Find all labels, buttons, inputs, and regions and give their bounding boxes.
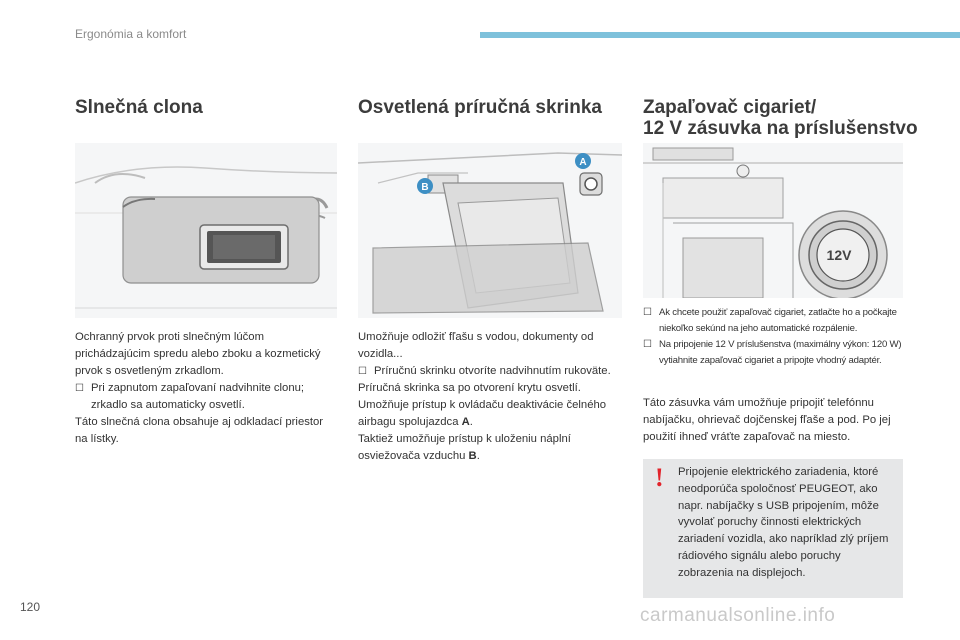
bullet-marker: ☐ <box>643 307 652 318</box>
callout-b-label: B <box>421 182 429 193</box>
glovebox-p4 <box>358 431 622 465</box>
lighter-bullets <box>643 305 905 369</box>
lighter-title-line1: Zapaľovač cigariet/ <box>643 97 817 118</box>
glovebox-p4-end: . <box>476 450 480 462</box>
glovebox-p3 <box>358 397 622 431</box>
bullet-marker: ☐ <box>643 339 652 350</box>
sun-visor-bullet <box>75 380 337 414</box>
lighter-paragraph: Táto zásuvka vám umožňuje pripojiť telefónnu nabíjačku, ohrievač dojčenskej fľaše a pod. Po jej použití ihneď vráťte zapaľovač na miesto. <box>643 397 891 443</box>
sun-visor-title: Slnečná clona <box>75 97 203 118</box>
glovebox-p3-text: Umožňuje prístup k ovládaču deaktivácie čelného airbagu spolujazdca <box>358 399 607 428</box>
callout-a-label: A <box>579 157 587 168</box>
bullet-marker: ☐ <box>358 366 367 377</box>
glovebox-text <box>358 329 622 465</box>
glovebox-bullet-text: Príručnú skrinku otvoríte nadvihnutím rukoväte. <box>374 365 611 377</box>
sun-visor-outro: Táto slnečná clona obsahuje aj odkladací priestor na lístky. <box>75 416 324 445</box>
lighter-bullet-1 <box>643 305 905 337</box>
glovebox-title: Osvetlená príručná skrinka <box>358 97 602 118</box>
warning-text: Pripojenie elektrického zariadenia, ktoré neodporúča spoločnosť PEUGEOT, ako napr. nabíjačky s USB pripojením, môže vyvolať poruchy činnosti elektrických zariadení vozidla, ako napríklad zlý príjem rádiového signálu alebo poruchy zobrazenia na displejoch. <box>678 466 889 579</box>
glovebox-bullet <box>358 363 622 380</box>
sun-visor-text <box>75 329 337 448</box>
bullet-marker: ☐ <box>75 383 84 394</box>
lighter-title <box>643 97 918 139</box>
warning-icon: ! <box>655 463 664 492</box>
sun-visor-bullet-text: Pri zapnutom zapaľovaní nadvihnite clonu; zrkadlo sa automaticky osvetlí. <box>91 382 305 411</box>
lighter-bullet-1-text: Ak chcete použiť zapaľovač cigariet, zatlačte ho a počkajte niekoľko sekúnd na jeho automatické rozpálenie. <box>659 307 897 334</box>
lighter-bullet-2-text: Na pripojenie 12 V príslušenstva (maximálny výkon: 120 W) vytiahnite zapaľovač cigariet a pripojte vhodný adaptér. <box>659 339 902 366</box>
sun-visor-intro: Ochranný prvok proti slnečným lúčom prichádzajúcim spredu alebo zboku a kozmetický prvok s osvetleným zrkadlom. <box>75 331 321 377</box>
glovebox-p3-ref: A <box>461 416 470 428</box>
glovebox-illustration <box>358 143 622 318</box>
section-header: Ergonómia a komfort <box>75 27 187 41</box>
glovebox-intro: Umožňuje odložiť fľašu s vodou, dokumenty od vozidla... <box>358 331 594 360</box>
lighter-illustration <box>643 143 903 298</box>
warning-box <box>643 459 903 598</box>
sun-visor-illustration <box>75 143 337 318</box>
glovebox-p3-end: . <box>469 416 473 428</box>
socket-12v-label: 12V <box>826 247 852 263</box>
lighter-bullet-2 <box>643 337 905 369</box>
header-accent-bar <box>480 32 960 38</box>
glovebox-p2: Príručná skrinka sa po otvorení krytu osvetlí. <box>358 382 581 394</box>
watermark: carmanualsonline.info <box>640 605 836 626</box>
page-number: 120 <box>20 600 41 614</box>
glovebox-p4-text: Taktiež umožňuje prístup k uloženiu náplní osviežovača vzduchu <box>358 433 571 462</box>
glovebox-p4-ref: B <box>468 450 477 462</box>
lighter-title-line2: 12 V zásuvka na príslušenstvo <box>643 118 918 139</box>
